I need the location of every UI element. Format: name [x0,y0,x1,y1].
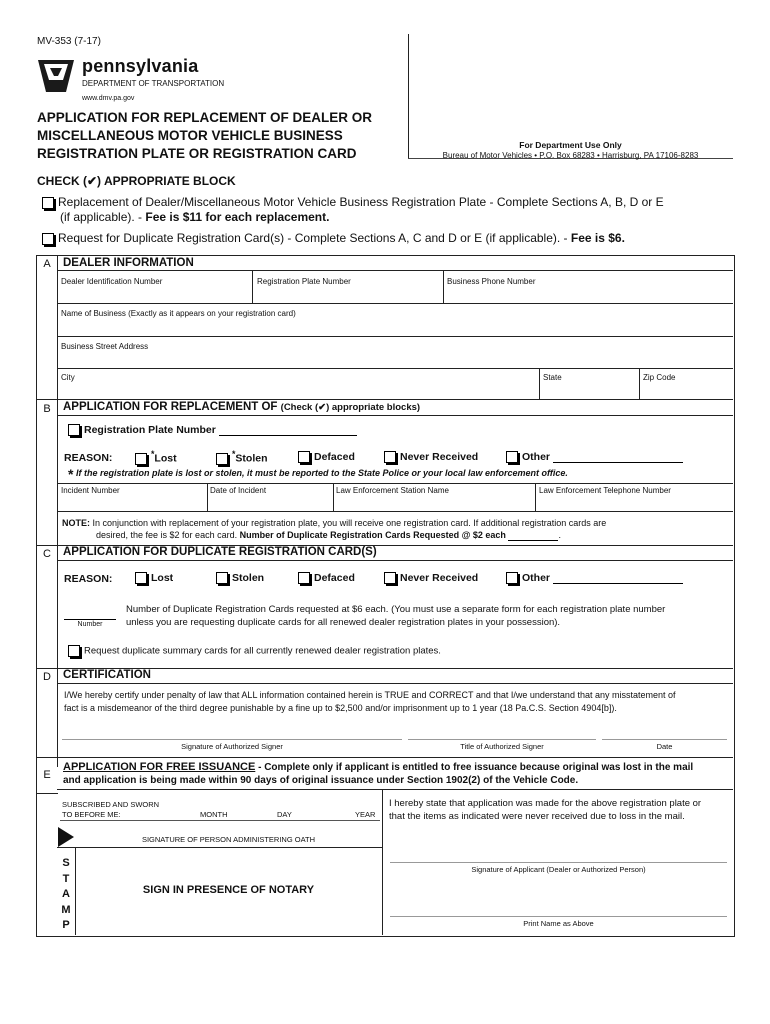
option-replacement: Replacement of Dealer/Miscellaneous Motor Vehicle Business Registration Plate - Complete Sections A, B, D or E (if applicable). - Fee is $11 for each replacement. [42,195,664,225]
warning-text: * If the registration plate is lost or stolen, it must be reported to the State Police or your local law enforcement office. [68,466,568,482]
month-label: MONTH [200,810,228,819]
note-text: NOTE: In conjunction with replacement of your registration plate, you will receive one registration card. If additional registration cards are desired, the fee is $2 for each card. Number of Duplicate Registration Cards Requested @ $2 each . [62,518,607,540]
loss-statement: I hereby state that application was made for the above registration plate or that the items as indicated were never received due to loss in the mail. [389,798,702,822]
oath-signature-field[interactable] [76,822,381,834]
website: www.dmv.pa.gov [82,95,135,102]
section-e-title: APPLICATION FOR FREE ISSUANCE - Complete only if applicant is entitled to free issuance because original was lost in the mail and application is being made within 90 days of original issuance under Section 1902(2) of the Vehicle Code. [63,761,694,786]
business-phone-field[interactable] [444,271,732,302]
oath-date-field[interactable] [150,796,380,820]
c-defaced-checkbox[interactable] [298,572,310,584]
plate-number-label: Registration Plate Number [257,277,351,286]
reason-label: REASON: [64,452,113,464]
check-heading: CHECK (✔) APPROPRIATE BLOCK [37,174,236,188]
lost-checkbox[interactable] [135,453,147,465]
page-title: APPLICATION FOR REPLACEMENT OF DEALER OR MISCELLANEOUS MOTOR VEHICLE BUSINESS REGISTRATION PLATE OR REGISTRATION CARD [37,110,373,161]
plate-number-input[interactable] [219,425,357,436]
station-field[interactable] [334,484,534,510]
year-label: YEAR [355,810,376,819]
number-label: Number [77,621,103,628]
option-duplicate: Request for Duplicate Registration Card(s) - Complete Sections A, C and D or E (if applicable). - Fee is $6. [42,231,625,245]
dept-address: Bureau of Motor Vehicles • P.O. Box 68283 • Harrisburg, PA 17106-8283 [442,151,699,160]
summary-cards-option: Request duplicate summary cards for all currently renewed dealer registration plates. [68,645,441,657]
reason-other: Other [506,451,683,463]
business-phone-label: Business Phone Number [447,277,536,286]
street-label: Business Street Address [61,342,149,351]
arrow-marker-icon [58,827,74,847]
section-a-title: DEALER INFORMATION [63,257,194,269]
duplicate-checkbox[interactable] [42,233,54,245]
penndot-logo [36,54,236,106]
dept-use-label: For Department Use Only [519,140,622,150]
certification-text: I/We hereby certify under penalty of law that ALL information contained herein is TRUE and CORRECT and that I/we understand that any misstatement of fact is a misdemeanor of the third degree punishable by a fine up to $2,500 and/or imprisonment up to 1 year (18 Pa.C.S. Section 4904[b]). [64,690,676,713]
dup-count-text: Number of Duplicate Registration Cards requested at $6 each. (You must use a separate form for each registration plate number unless you are requesting duplicate cards for all renewed dealer registration plates in your possession). [126,604,666,628]
reason-lost: *Lost [135,449,177,465]
form-number: MV-353 (7-17) [37,36,101,47]
c-stolen-checkbox[interactable] [216,572,228,584]
defaced-checkbox[interactable] [298,451,310,463]
incident-date-label: Date of Incident [210,486,267,495]
reason-c-never-received: Never Received [384,572,478,584]
city-field[interactable] [58,369,538,398]
reason-never-received: Never Received [384,451,478,463]
street-field[interactable] [58,337,732,367]
plate-number-field[interactable] [253,271,442,302]
signer-title-field[interactable] [408,722,596,739]
plate-replacement-row: Registration Plate Number [68,424,357,436]
stolen-checkbox[interactable] [216,453,228,465]
signer-signature-label: Signature of Authorized Signer [181,742,283,751]
print-name-field[interactable] [390,894,727,916]
never-received-checkbox[interactable] [384,451,396,463]
print-name-label: Print Name as Above [523,919,594,928]
section-b-title: APPLICATION FOR REPLACEMENT OF (Check (✔) appropriate blocks) [63,401,421,413]
c-other-input[interactable] [553,573,683,584]
station-label: Law Enforcement Station Name [336,486,449,495]
section-a-letter: A [43,258,51,270]
signer-signature-field[interactable] [62,722,402,739]
logo-name: pennsylvania [82,56,199,76]
incident-number-label: Incident Number [61,486,120,495]
state-field[interactable] [540,369,638,398]
section-c-letter: C [43,548,51,560]
other-input[interactable] [553,452,683,463]
reason-c-defaced: Defaced [298,572,355,584]
signer-title-label: Title of Authorized Signer [460,742,544,751]
c-other-checkbox[interactable] [506,572,518,584]
city-label: City [61,373,75,382]
notary-stamp-area[interactable] [76,848,381,934]
state-label: State [543,373,562,382]
sworn-label: SUBSCRIBED AND SWORN TO BEFORE ME: [62,800,160,819]
c-never-received-checkbox[interactable] [384,572,396,584]
incident-date-field[interactable] [208,484,332,510]
applicant-signature-field[interactable] [390,840,727,862]
section-d-letter: D [43,671,51,683]
keystone-logo-icon [36,56,76,94]
business-name-field[interactable] [58,304,732,335]
stamp-letters: S T A M P [61,857,71,931]
other-checkbox[interactable] [506,451,518,463]
reason-c-label: REASON: [64,573,113,585]
zip-field[interactable] [640,369,732,398]
dealer-id-field[interactable] [58,271,251,302]
logo-dept: DEPARTMENT OF TRANSPORTATION [82,79,225,88]
dup-count-input[interactable] [64,609,116,620]
oath-signature-label: SIGNATURE OF PERSON ADMINISTERING OATH [141,835,316,844]
zip-label: Zip Code [643,373,676,382]
reason-c-lost: Lost [135,572,173,584]
day-label: DAY [277,810,292,819]
le-phone-label: Law Enforcement Telephone Number [539,486,671,495]
sign-date-label: Date [656,742,673,751]
reason-c-stolen: Stolen [216,572,264,584]
section-d-title: CERTIFICATION [63,669,151,681]
reason-stolen: *Stolen [216,449,268,465]
section-e-letter: E [43,769,51,781]
reason-defaced: Defaced [298,451,355,463]
replacement-checkbox[interactable] [42,197,54,209]
summary-checkbox[interactable] [68,645,80,657]
applicant-signature-label: Signature of Applicant (Dealer or Authorized Person) [471,865,646,874]
business-name-label: Name of Business (Exactly as it appears on your registration card) [61,309,296,318]
section-b-letter: B [43,403,51,415]
sign-date-field[interactable] [602,722,727,739]
le-phone-field[interactable] [537,484,732,510]
incident-number-field[interactable] [58,484,206,510]
c-lost-checkbox[interactable] [135,572,147,584]
additional-cards-input[interactable] [508,531,558,541]
section-c-title: APPLICATION FOR DUPLICATE REGISTRATION CARD(S) [63,546,377,558]
plate-checkbox[interactable] [68,424,80,436]
dealer-id-label: Dealer Identification Number [61,277,163,286]
reason-c-other: Other [506,572,683,584]
notary-instruction: SIGN IN PRESENCE OF NOTARY [142,884,315,896]
